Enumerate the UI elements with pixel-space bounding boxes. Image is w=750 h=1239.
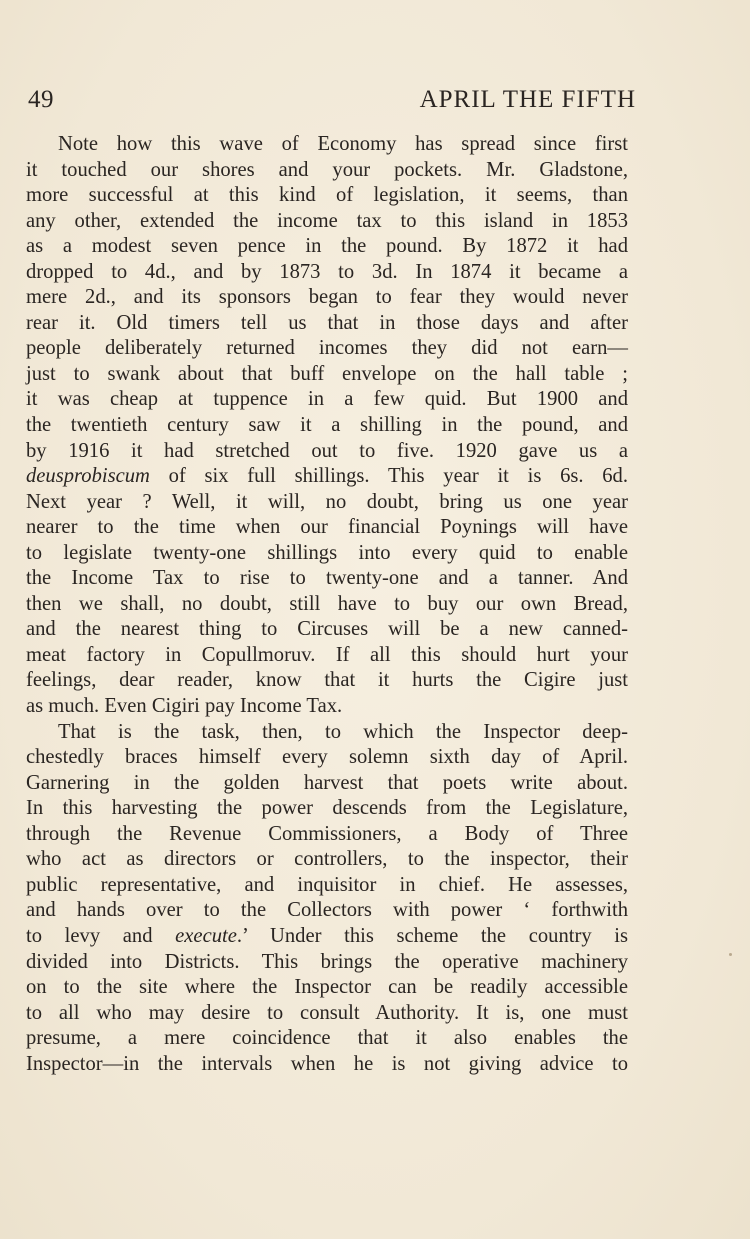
text-line: any other, extended the income tax to this island in 1853 — [26, 209, 628, 232]
italic-text: execute — [175, 924, 237, 947]
text-line: feelings, dear reader, know that it hurts the Cigire just — [26, 669, 628, 692]
text-line: meat factory in Copullmoruv. If all this should hurt your — [26, 643, 628, 666]
text-line: Garnering in the golden harvest that poets write about. — [26, 771, 628, 794]
text-line: That is the task, then, to which the Inspector deep- — [58, 720, 628, 743]
text-line: chestedly braces himself every solemn sixth day of April. — [26, 746, 628, 769]
text-line: mere 2d., and its sponsors began to fear they would never — [26, 286, 628, 309]
text-line: to legislate twenty-one shillings into every quid to enable — [26, 541, 628, 564]
text-line: then we shall, no doubt, still have to buy our own Bread, — [26, 592, 628, 615]
text-segment: to levy and — [26, 924, 176, 947]
text-line: the twentieth century saw it a shilling in the pound, and — [26, 414, 628, 437]
text-line: divided into Districts. This brings the operative machinery — [26, 950, 628, 973]
italic-text: deusprobiscum — [26, 465, 150, 488]
page-number: 49 — [28, 86, 54, 113]
text-line: as much. Even Cigiri pay Income Tax. — [26, 695, 343, 718]
text-segment: .’ Under this scheme the country is — [236, 924, 629, 947]
text-line: Note how this wave of Economy has spread since first — [58, 133, 628, 155]
text-line: as a modest seven pence in the pound. By 1872 it had — [26, 235, 628, 258]
text-line: more successful at this kind of legislation, it seems, than — [26, 184, 628, 207]
text-line: rear it. Old timers tell us that in those days and after — [26, 311, 628, 334]
text-line: presume, a mere coincidence that it also enables the — [26, 1027, 628, 1050]
text-line: by 1916 it had stretched out to five. 1920 gave us a — [26, 439, 628, 462]
text-segment: of six full shillings. This year it is 6s. 6d. — [149, 465, 628, 488]
paper-speck — [729, 953, 732, 956]
body-text — [26, 132, 628, 1077]
text-line: Next year ? Well, it will, no doubt, bring us one year — [26, 490, 628, 513]
text-line: nearer to the time when our financial Poynings will have — [26, 516, 628, 539]
text-line: and hands over to the Collectors with power ‘ forthwith — [26, 899, 628, 922]
text-line: the Income Tax to rise to twenty-one and a tanner. And — [26, 567, 628, 590]
text-line: it was cheap at tuppence in a few quid. But 1900 and — [26, 388, 628, 411]
text-line: dropped to 4d., and by 1873 to 3d. In 1874 it became a — [26, 260, 628, 283]
text-line: and the nearest thing to Circuses will be a new canned- — [26, 618, 628, 641]
text-line: people deliberately returned incomes they did not earn— — [26, 337, 628, 360]
page-header — [28, 86, 636, 118]
text-line: just to swank about that buff envelope on the hall table ; — [26, 362, 628, 385]
running-head: APRIL THE FIFTH — [419, 86, 636, 113]
text-line — [26, 464, 628, 490]
text-line: public representative, and inquisitor in chief. He assesses, — [26, 873, 628, 896]
text-line: who act as directors or controllers, to the inspector, their — [26, 848, 628, 871]
text-line: through the Revenue Commissioners, a Body of Three — [26, 822, 628, 845]
text-line: Inspector—in the intervals when he is not giving advice to — [26, 1052, 628, 1075]
text-line: on to the site where the Inspector can be readily accessible — [26, 976, 628, 999]
text-line: it touched our shores and your pockets. Mr. Gladstone, — [26, 158, 628, 181]
text-line — [26, 924, 628, 950]
text-line: to all who may desire to consult Authority. It is, one must — [26, 1001, 628, 1024]
text-line: In this harvesting the power descends from the Legislature, — [26, 797, 628, 820]
